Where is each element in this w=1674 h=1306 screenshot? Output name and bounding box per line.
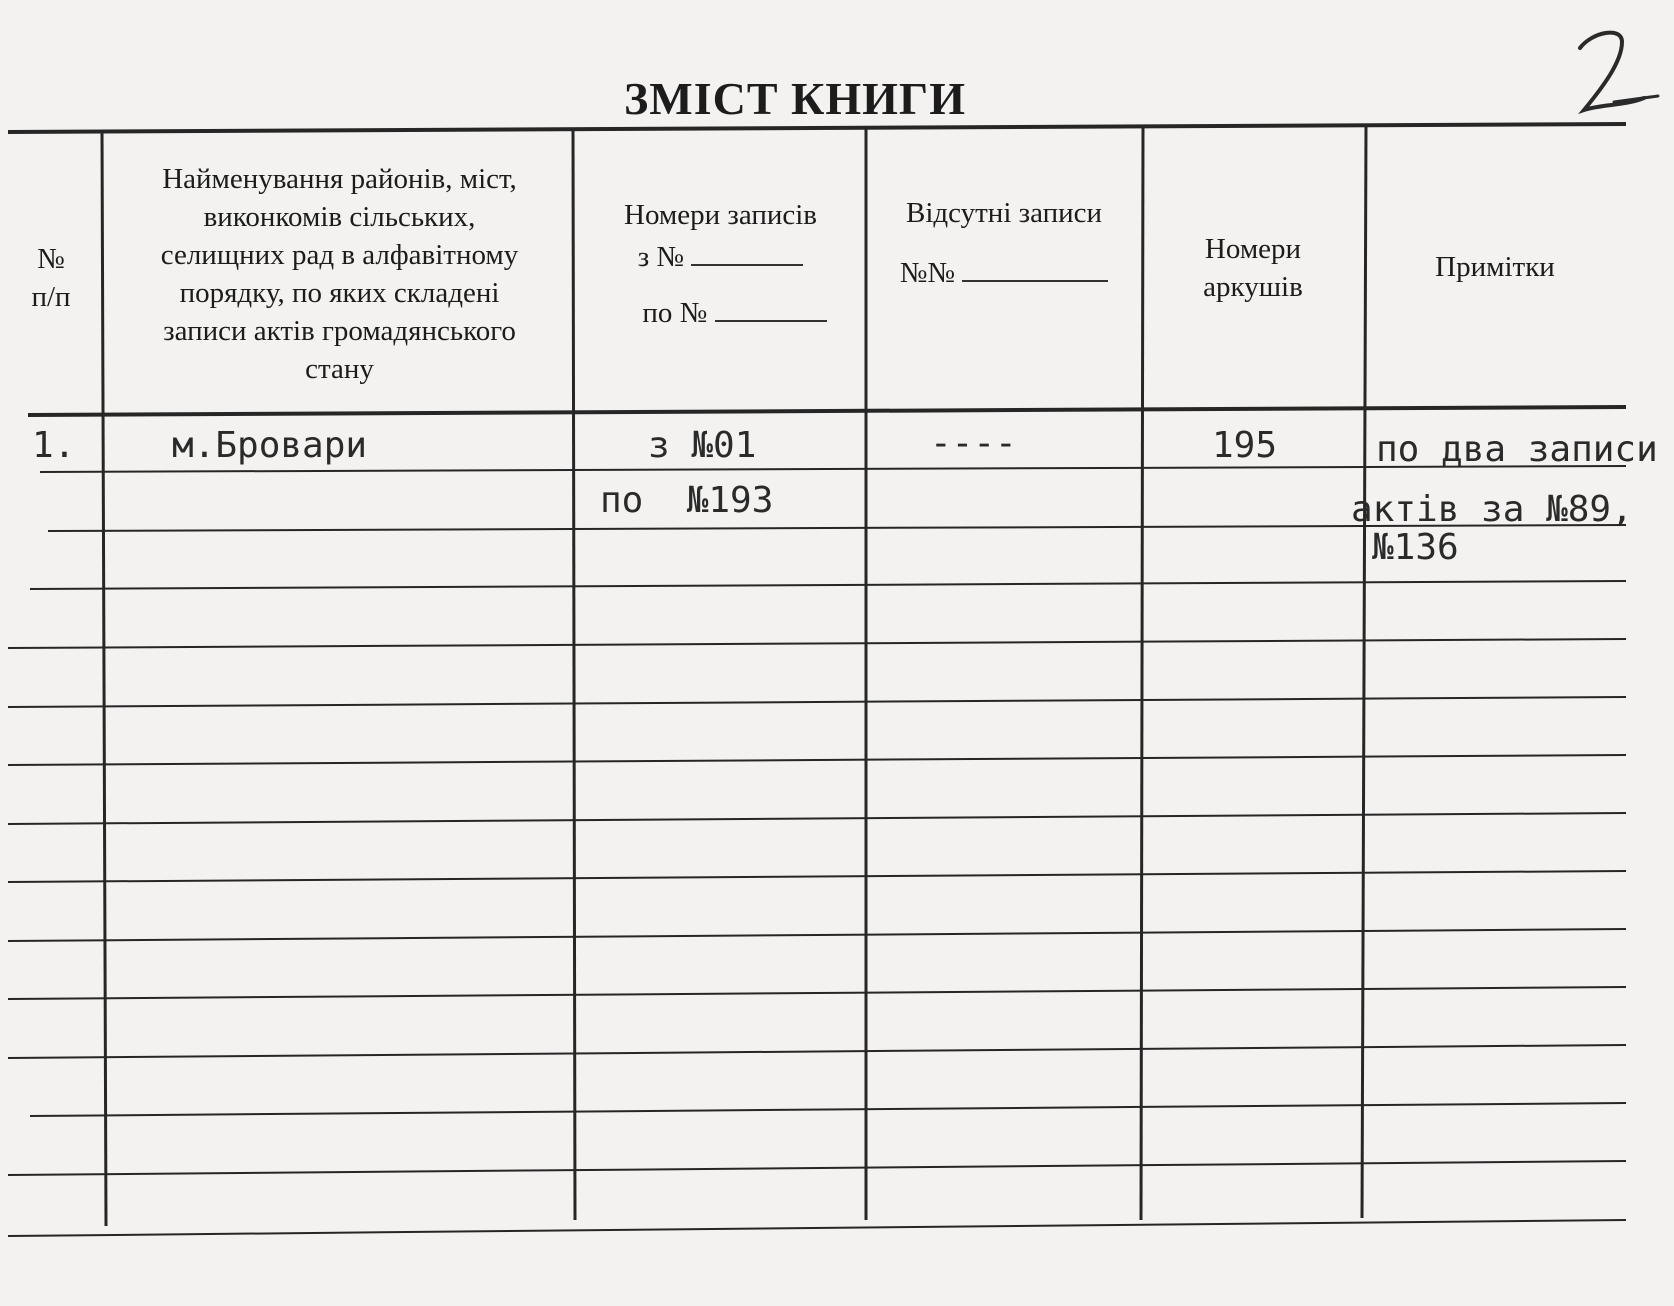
header-names-line: селищних рад в алфавітному <box>160 239 519 271</box>
row-record-to: по №193 <box>600 480 774 521</box>
header-sheets-line2: аркушів <box>1203 271 1303 303</box>
header-names-line: порядку, по яких складені <box>179 277 500 309</box>
header-number-pp: п/п <box>31 281 71 313</box>
row-note-line2: актів за №89, <box>1351 489 1633 530</box>
header-names <box>106 160 573 388</box>
header-record-numbers-title: Номери записів <box>624 199 817 231</box>
header-names-line: виконкомів сільських, <box>203 201 476 233</box>
header-record-from <box>575 238 866 276</box>
header-missing <box>866 194 1142 292</box>
header-sheets-line1: Номери <box>1204 233 1302 265</box>
header-missing-nn-blank <box>962 254 1108 282</box>
header-record-to-label: по № <box>642 297 708 329</box>
header-record-to <box>575 294 866 332</box>
row-name: м.Бровари <box>172 425 368 466</box>
row-note-line1: по два записи <box>1376 430 1658 470</box>
header-names-line: стану <box>305 353 374 385</box>
header-missing-nn <box>866 254 1142 292</box>
header-sheets <box>1142 230 1364 306</box>
header-record-to-blank <box>715 294 827 322</box>
header-names-line: Найменування районів, міст, <box>162 163 517 195</box>
row-record-from: з №01 <box>648 425 757 466</box>
header-record-from-blank <box>691 238 803 266</box>
row-number: 1. <box>32 425 76 466</box>
header-missing-nn-label: №№ <box>899 257 956 289</box>
header-record-numbers <box>575 196 866 332</box>
row-missing: ---- <box>930 423 1017 464</box>
header-notes: Примітки <box>1435 251 1555 283</box>
header-names-line: записи актів громадянського <box>163 315 516 347</box>
page-title: ЗМІСТ КНИГИ <box>624 73 966 124</box>
header-number-symbol: № <box>37 243 65 275</box>
header-missing-title: Відсутні записи <box>905 197 1103 229</box>
header-number <box>0 240 102 316</box>
header-record-from-label: з № <box>637 241 685 273</box>
row-note-line3: №136 <box>1372 527 1459 568</box>
row-sheets: 195 <box>1212 425 1278 466</box>
